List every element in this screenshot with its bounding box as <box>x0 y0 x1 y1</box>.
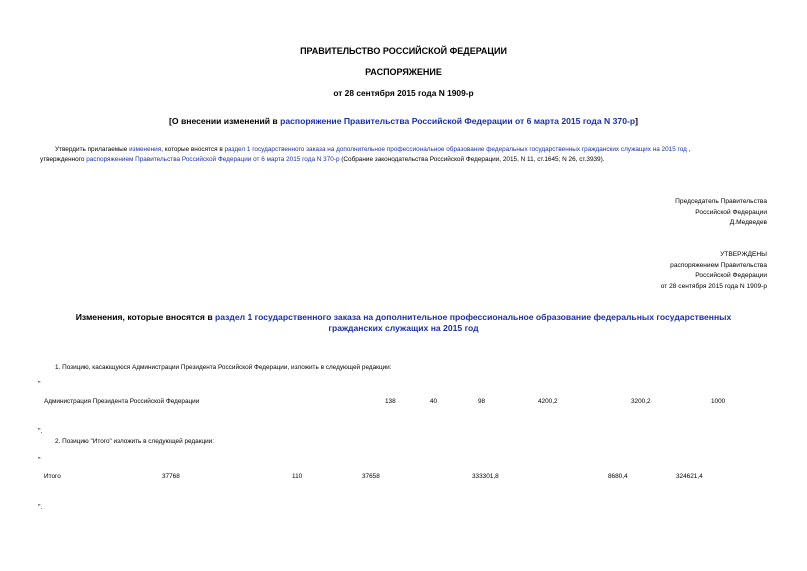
document-type: РАСПОРЯЖЕНИЕ <box>365 67 442 77</box>
approved-line: Российской Федерации <box>695 272 767 280</box>
table-cell: 98 <box>478 398 486 405</box>
signature-line: Д.Медведев <box>729 219 767 227</box>
approved-line: УТВЕРЖДЕНЫ <box>720 251 767 258</box>
title-close: ] <box>635 116 638 126</box>
section1-link[interactable]: раздел 1 государственного заказа на дополнительное профессиональное образование федеральных государственных гражданских служащих на 2015 год <box>224 146 687 153</box>
approved-line: от 28 сентября 2015 года N 1909-р <box>660 282 767 290</box>
approved-block <box>661 250 767 292</box>
document-date-number: от 28 сентября 2015 года N 1909-р <box>333 88 474 98</box>
table-cell: Администрация Президента Российской Федерации <box>44 398 200 405</box>
item1-close-quote: ". <box>38 428 43 435</box>
table-cell: 37768 <box>162 473 180 480</box>
changes-title-text: Изменения, которые вносятся в <box>75 312 215 322</box>
item1-open-quote: " <box>38 381 41 388</box>
body-paragraph-line2 <box>40 155 605 164</box>
body-text: , которые вносятся в <box>161 146 225 153</box>
body-paragraph-line1 <box>55 145 690 154</box>
order-370-link[interactable]: распоряжением Правительства Российской Федерации от 6 марта 2015 года N 370-р <box>86 156 340 163</box>
item2-open-quote: " <box>38 457 41 464</box>
title-open: [О внесении изменений в <box>169 116 281 126</box>
table-cell: 37658 <box>362 473 380 480</box>
table-cell: 333301,8 <box>472 473 499 480</box>
approved-line: распоряжением Правительства <box>670 261 767 269</box>
body-text: , <box>686 146 691 153</box>
government-heading: ПРАВИТЕЛЬСТВО РОССИЙСКОЙ ФЕДЕРАЦИИ <box>300 46 507 56</box>
table-cell: 40 <box>430 398 438 405</box>
table-cell: 110 <box>292 473 303 480</box>
table-cell: 324621,4 <box>676 473 703 480</box>
table-cell: 8680,4 <box>608 473 628 480</box>
signature-block <box>675 197 767 229</box>
table-cell: 138 <box>385 398 396 405</box>
item2-close-quote: ". <box>38 504 43 511</box>
body-text: Утвердить прилагаемые <box>55 146 130 153</box>
body-text: (Собрание законодательства Российской Федерации, 2015, N 11, ст.1645; N 26, ст.3939). <box>339 156 605 163</box>
changes-title-link[interactable]: гражданских служащих на 2015 год <box>328 323 479 333</box>
changes-title-link[interactable]: раздел 1 государственного заказа на дополнительное профессиональное образование федеральных государственных <box>215 312 732 322</box>
table-cell: Итого <box>44 473 61 480</box>
signature-line: Российской Федерации <box>695 208 767 216</box>
signature-line: Председатель Правительства <box>675 198 767 205</box>
table-cell: 3200,2 <box>631 398 651 405</box>
table-cell: 1000 <box>711 398 726 405</box>
changes-link[interactable]: изменения <box>129 146 162 153</box>
title-link[interactable]: распоряжение Правительства Российской Федерации от 6 марта 2015 года N 370-р <box>280 116 636 126</box>
changes-title <box>0 312 807 334</box>
item2-text: 2. Позицию "Итого" изложить в следующей редакции: <box>55 438 215 445</box>
document-title <box>0 116 807 126</box>
table-cell: 4200,2 <box>538 398 558 405</box>
body-text: утвержденного <box>40 156 87 163</box>
item1-text: 1. Позицию, касающуюся Администрации Президента Российской Федерации, изложить в следующей редакции: <box>55 364 392 371</box>
